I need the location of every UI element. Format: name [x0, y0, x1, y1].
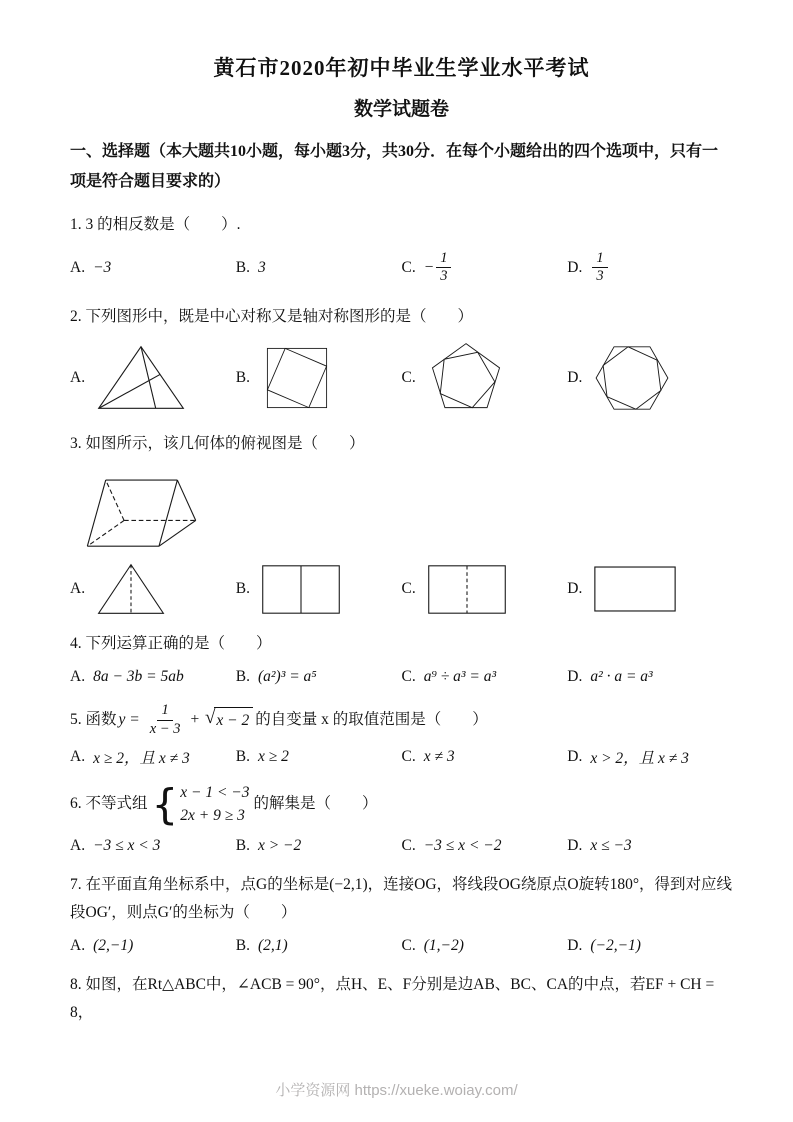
option-label-d: D.: [567, 668, 583, 686]
option-label-a: A.: [70, 837, 86, 855]
question-1-options: [70, 246, 733, 290]
option-label-d: D.: [567, 258, 583, 276]
plus-sign: +: [189, 710, 200, 728]
question-4: [70, 630, 733, 689]
option-label-b: B.: [235, 668, 250, 686]
option-label-b: B.: [235, 258, 250, 276]
q6-stem-post: 的解集是（ ）: [253, 795, 378, 813]
q2-option-c-figure: [426, 339, 506, 417]
q1-option-a-value: −3: [93, 258, 112, 276]
q2-option-d: [567, 339, 733, 417]
q7-option-a: [70, 934, 236, 958]
q3-option-a-figure: [95, 561, 167, 617]
q5-option-d-value: x > 2，且 x ≠ 3: [590, 750, 689, 768]
question-4-stem: 4. 下列运算正确的是（ ）: [70, 635, 272, 653]
footer-watermark: 小学资源网 https://xueke.woiay.com/: [275, 1082, 518, 1099]
q5-option-a-value: x ≥ 2，且 x ≠ 3: [93, 750, 190, 768]
question-5: [70, 702, 733, 769]
question-1: [70, 211, 733, 290]
option-label-a: A.: [70, 936, 86, 954]
q3-main-figure: [80, 465, 204, 553]
question-7-stem: 7. 在平面直角坐标系中，点G的坐标是(−2,1)，连接OG，将线段OG绕原点O旋转180°，得到对应线段OG′，则点G′的坐标为（ ）: [70, 876, 733, 921]
system-line-2: 2x + 9 ≥ 3: [180, 806, 245, 824]
option-label-c: C.: [401, 258, 416, 276]
system-line-1: x − 1 < −3: [180, 784, 250, 802]
option-label-c: C.: [401, 368, 416, 386]
question-3-stem: 3. 如图所示，该几何体的俯视图是（ ）: [70, 434, 365, 452]
system-brace: {: [151, 779, 179, 829]
option-label-b: B.: [235, 580, 250, 598]
fraction: [592, 250, 607, 286]
option-label-b: B.: [235, 837, 250, 855]
q3-option-a: [70, 561, 236, 617]
question-4-options: [70, 665, 733, 689]
option-label-a: A.: [70, 258, 86, 276]
question-7: [70, 871, 733, 958]
question-6-options: [70, 834, 733, 858]
question-5-stem: [70, 702, 733, 738]
q2-option-a-figure: [95, 342, 187, 414]
q7-option-c: [402, 934, 568, 958]
q3-option-b: [236, 563, 402, 616]
option-label-c: C.: [401, 748, 416, 766]
q4-option-c-value: a⁹ ÷ a³ = a³: [423, 668, 497, 686]
q7-option-d: [567, 934, 733, 958]
fraction-numerator: 1: [436, 250, 451, 268]
q2-option-b-figure: [260, 341, 334, 415]
square-root: [205, 707, 253, 734]
q3-option-d: [567, 564, 733, 614]
q3-option-d-figure: [592, 564, 678, 614]
q1-option-d-value: [590, 250, 609, 286]
q4-option-d: [567, 665, 733, 689]
q5-formula-lhs: y =: [118, 710, 140, 728]
q2-option-d-figure: [592, 339, 672, 417]
question-2: [70, 303, 733, 417]
q2-option-b: [236, 341, 402, 415]
fraction-numerator: 1: [157, 702, 172, 720]
q1-option-d: [567, 246, 733, 290]
q4-option-c: [402, 665, 568, 689]
question-8: [70, 971, 733, 1027]
q5-option-d: [567, 745, 733, 769]
q5-option-c-value: x ≠ 3: [423, 748, 455, 766]
q3-option-b-figure: [260, 563, 342, 616]
option-label-d: D.: [567, 368, 583, 386]
q6-option-c: [402, 834, 568, 858]
option-label-a: A.: [70, 580, 86, 598]
question-8-stem: 8. 如图，在Rt△ABC中，∠ACB = 90°，点H、E、F分别是边AB、BC、CA的中点，若EF + CH = 8，: [70, 975, 715, 1021]
q6-option-b-value: x > −2: [257, 837, 302, 855]
option-label-c: C.: [401, 936, 416, 954]
q1-option-b: [236, 246, 402, 290]
q5-option-b-value: x ≥ 2: [257, 748, 289, 766]
q6-stem-pre: 6. 不等式组: [70, 795, 148, 813]
question-1-stem: 1. 3 的相反数是（ ）.: [70, 215, 241, 233]
q2-option-c: [402, 339, 568, 417]
q3-main-figure-wrap: [80, 465, 733, 553]
fraction-denominator: 3: [440, 268, 448, 285]
question-2-options: [70, 339, 733, 417]
option-label-d: D.: [567, 936, 583, 954]
q1-option-a: [70, 246, 236, 290]
question-7-options: [70, 934, 733, 958]
q4-option-a: [70, 665, 236, 689]
option-label-b: B.: [235, 748, 250, 766]
question-6-stem: [70, 779, 733, 829]
q3-option-c-figure: [426, 563, 508, 616]
radicand: x − 2: [214, 707, 253, 734]
q6-option-d: [567, 834, 733, 858]
q4-option-a-value: 8a − 3b = 5ab: [93, 668, 184, 686]
fraction: [436, 250, 451, 286]
option-label-d: D.: [567, 748, 583, 766]
q4-option-d-value: a² · a = a³: [590, 668, 653, 686]
question-3-options: [70, 561, 733, 617]
option-label-c: C.: [401, 668, 416, 686]
q5-option-a: [70, 745, 236, 769]
q6-option-a: [70, 834, 236, 858]
page-subtitle: 数学试题卷: [353, 99, 449, 120]
option-label-d: D.: [567, 837, 583, 855]
option-label-c: C.: [401, 580, 416, 598]
radical-sign: √: [204, 706, 216, 728]
option-label-a: A.: [70, 748, 86, 766]
q5-option-c: [402, 745, 568, 769]
q4-option-b: [236, 665, 402, 689]
q7-option-c-value: (1,−2): [423, 936, 464, 954]
minus-sign: −: [423, 258, 435, 276]
q1-option-c: [402, 246, 568, 290]
q5-option-b: [236, 745, 402, 769]
question-6: [70, 779, 733, 858]
q6-option-c-value: −3 ≤ x < −2: [423, 837, 502, 855]
option-label-a: A.: [70, 668, 86, 686]
option-label-a: A.: [70, 368, 86, 386]
q4-option-b-value: (a²)³ = a⁵: [257, 668, 317, 686]
fraction: [146, 702, 185, 738]
page-title: 黄石市2020年初中毕业生学业水平考试: [213, 56, 590, 80]
system-lines: [180, 782, 249, 827]
q7-option-b: [236, 934, 402, 958]
q7-option-b-value: (2,1): [257, 936, 288, 954]
q5-stem-pre: 5. 函数: [70, 710, 117, 728]
fraction-denominator: x − 3: [149, 720, 181, 737]
inequality-system: [151, 779, 250, 829]
question-2-stem: 2. 下列图形中，既是中心对称又是轴对称图形的是（ ）: [70, 307, 474, 325]
q1-option-b-value: 3: [257, 258, 266, 276]
q6-option-d-value: x ≤ −3: [590, 837, 632, 855]
q2-option-a: [70, 342, 236, 414]
fraction-denominator: 3: [596, 268, 604, 285]
q3-option-c: [402, 563, 568, 616]
option-label-d: D.: [567, 580, 583, 598]
option-label-c: C.: [401, 837, 416, 855]
q6-option-b: [236, 834, 402, 858]
q7-option-a-value: (2,−1): [93, 936, 134, 954]
q7-option-d-value: (−2,−1): [590, 936, 641, 954]
q1-option-c-value: [424, 250, 454, 286]
question-3: [70, 430, 733, 618]
q6-option-a-value: −3 ≤ x < 3: [93, 837, 161, 855]
q5-stem-post: 的自变量 x 的取值范围是（ ）: [255, 710, 488, 728]
option-label-b: B.: [235, 936, 250, 954]
option-label-b: B.: [235, 368, 250, 386]
question-5-options: [70, 745, 733, 769]
section-heading: 一、选择题（本大题共10小题，每小题3分，共30分．在每个小题给出的四个选项中，只有一项是符合题目要求的）: [70, 143, 719, 191]
fraction-numerator: 1: [592, 250, 607, 268]
